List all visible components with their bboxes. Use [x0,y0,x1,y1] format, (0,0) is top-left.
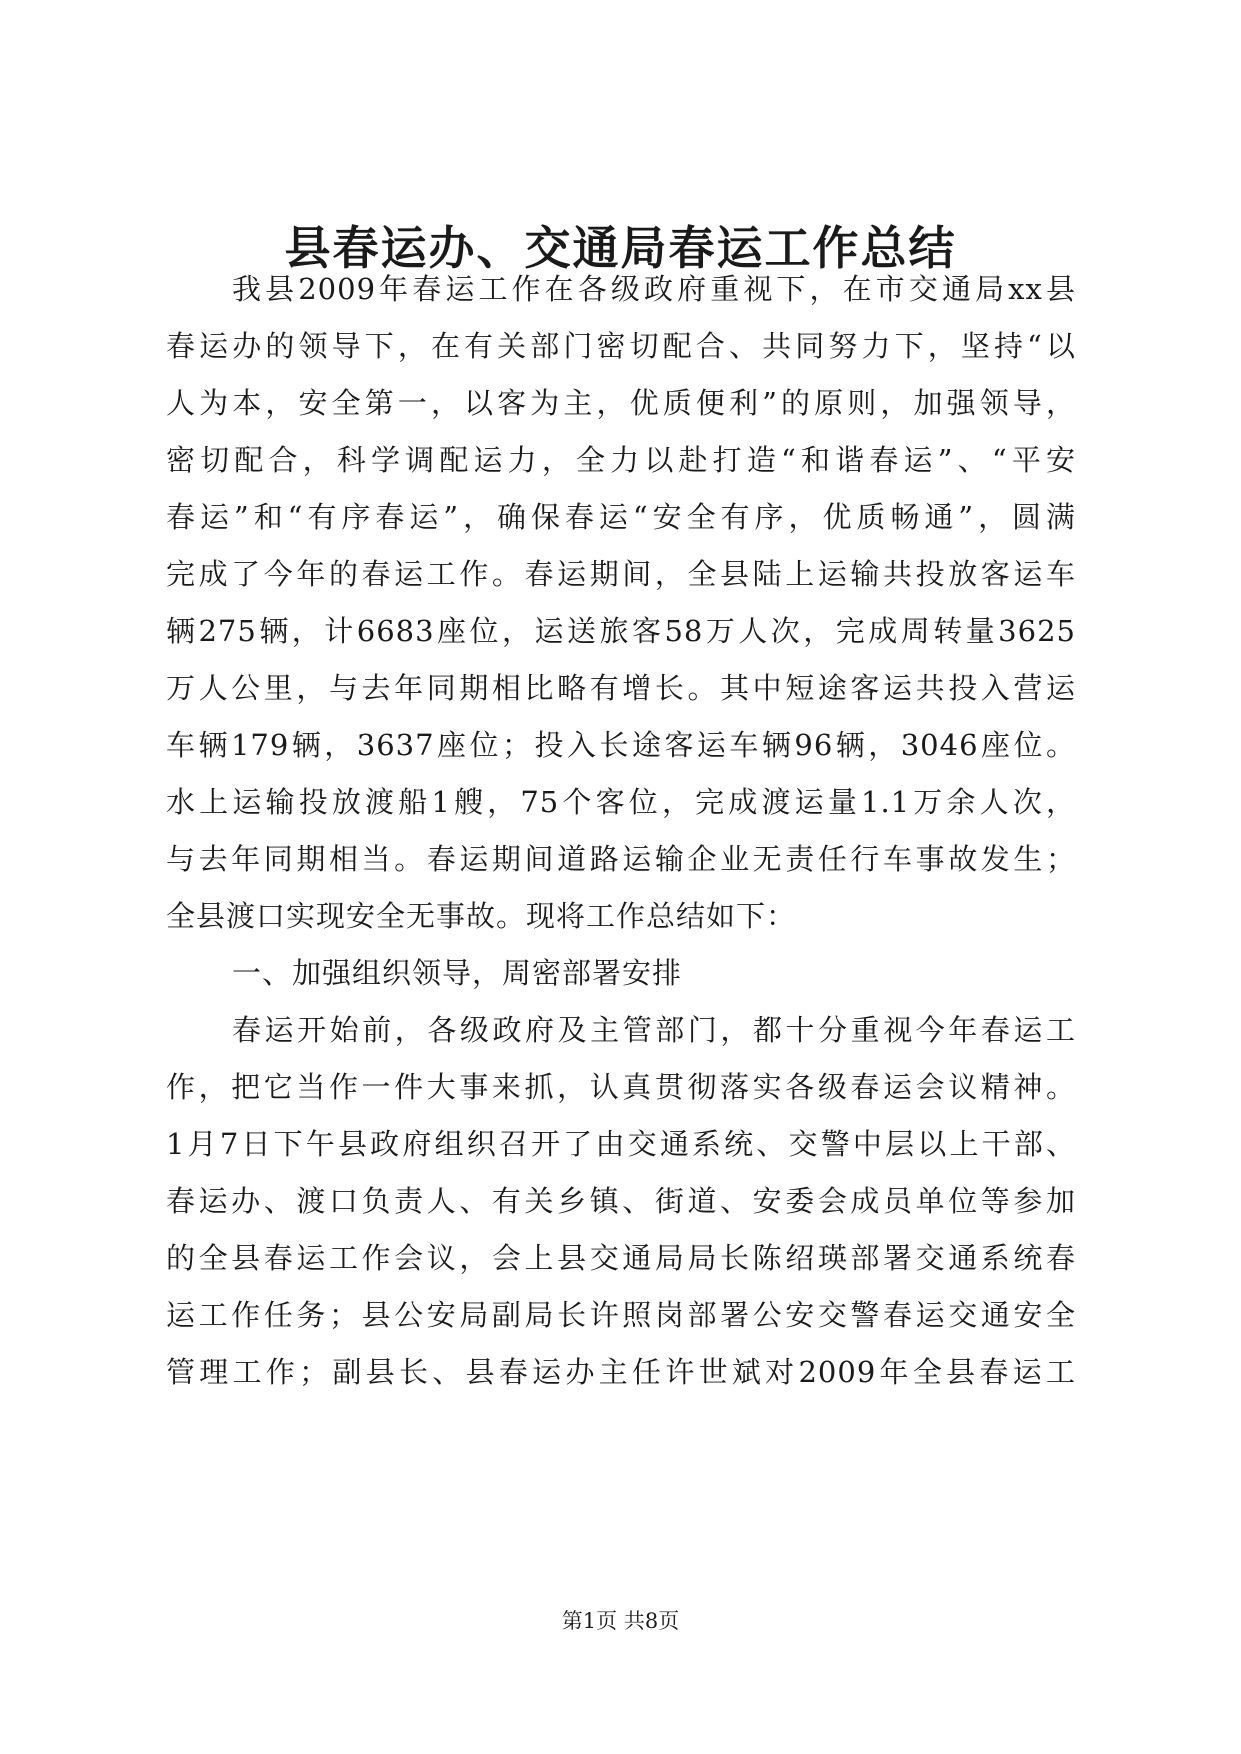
body-line-19: 管理工作；副县长、县春运办主任许世斌对2009年全县春运工 [166,1355,1076,1389]
body-line-10: 水上运输投放渡船1艘，75个客位，完成渡运量1.1万余人次， [166,785,1076,819]
body-line-7: 辆275辆，计6683座位，运送旅客58万人次，完成周转量3625 [166,614,1076,648]
body-line-15: 1月7日下午县政府组织召开了由交通系统、交警中层以上干部、 [166,1127,1076,1161]
body-line-18: 运工作任务；县公安局副局长许照岗部署公安交警春运交通安全 [166,1298,1076,1332]
document-title: 县春运办、交通局春运工作总结 [284,221,957,275]
body-line-16: 春运办、渡口负责人、有关乡镇、街道、安委会成员单位等参加 [166,1184,1076,1218]
body-line-12: 全县渡口实现安全无事故。现将工作总结如下： [166,899,797,933]
body-line-4: 密切配合，科学调配运力，全力以赴打造“和谐春运”、“平安 [166,443,1076,477]
body-line-17: 的全县春运工作会议，会上县交通局局长陈绍瑛部署交通系统春 [166,1241,1076,1275]
body-line-14: 作，把它当作一件大事来抓，认真贯彻落实各级春运会议精神。 [166,1070,1076,1104]
body-line-13: 春运开始前，各级政府及主管部门，都十分重视今年春运工 [232,1013,1076,1047]
body-line-9: 车辆179辆，3637座位；投入长途客运车辆96辆，3046座位。 [166,728,1076,762]
body-line-3: 人为本，安全第一，以客为主，优质便利”的原则，加强领导， [166,386,1076,420]
section-heading-1: 一、加强组织领导，周密部署安排 [232,956,683,990]
body-line-6: 完成了今年的春运工作。春运期间，全县陆上运输共投放客运车 [166,557,1076,591]
body-line-11: 与去年同期相当。春运期间道路运输企业无责任行车事故发生； [166,842,1076,876]
page-number-footer: 第1页 共8页 [561,1609,680,1633]
body-line-8: 万人公里，与去年同期相比略有增长。其中短途客运共投入营运 [166,671,1076,705]
body-line-5: 春运”和“有序春运”，确保春运“安全有序，优质畅通”，圆满 [166,500,1076,534]
body-line-2: 春运办的领导下，在有关部门密切配合、共同努力下，坚持“以 [166,329,1076,363]
body-line-1: 我县2009年春运工作在各级政府重视下，在市交通局xx县 [232,272,1076,306]
